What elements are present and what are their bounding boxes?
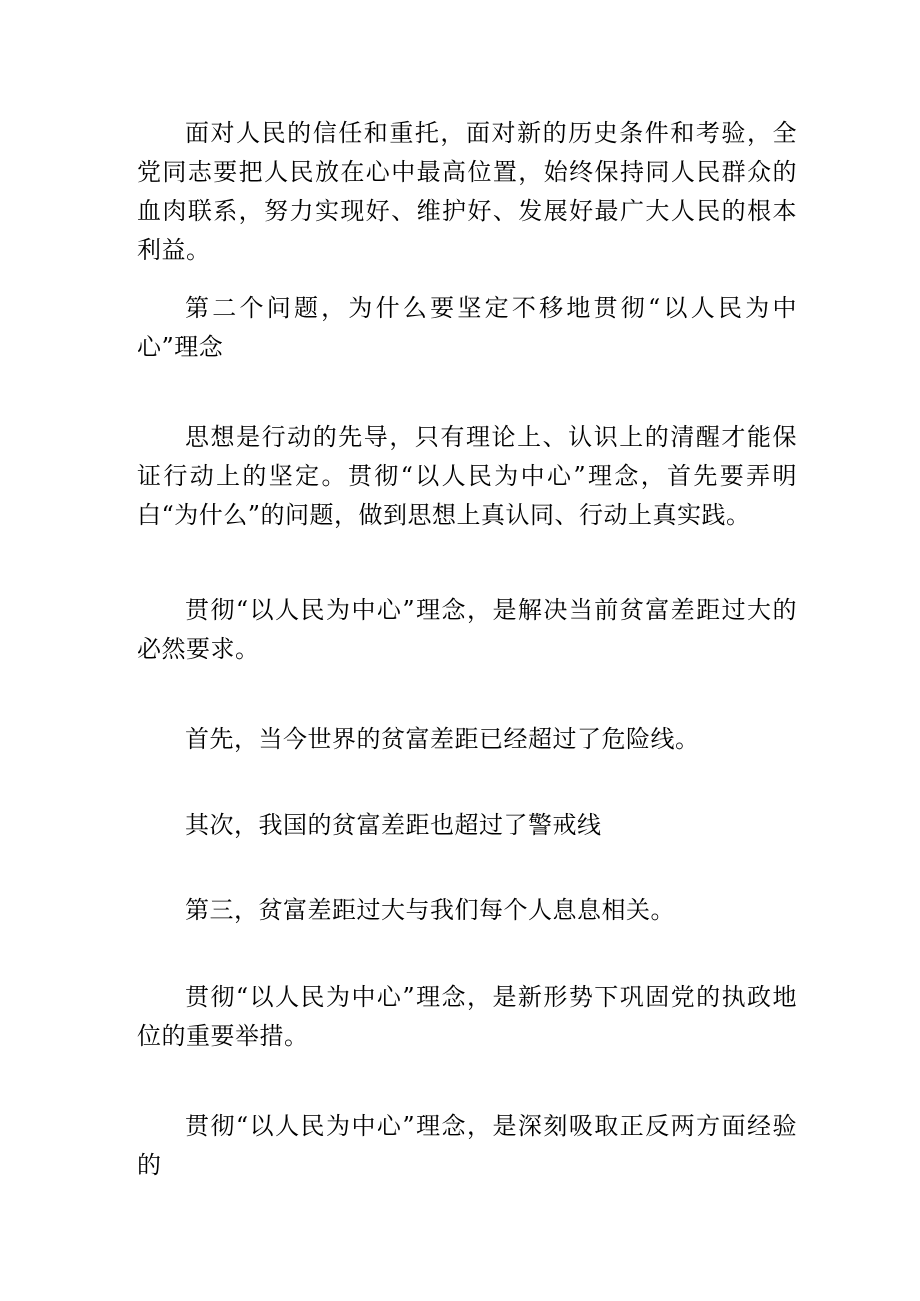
paragraph-lessons-learned: 贯彻“以人民为中心”理念，是深刻吸取正反两方面经验的 — [137, 1112, 797, 1179]
paragraph-second-point: 其次，我国的贫富差距也超过了警戒线 — [185, 811, 602, 839]
paragraph-wealth-gap-requirement: 贯彻“以人民为中心”理念，是解决当前贫富差距过大的必然要求。 — [137, 596, 797, 663]
paragraph-first-point: 首先，当今世界的贫富差距已经超过了危险线。 — [185, 725, 700, 753]
paragraph-consolidate-ruling-position: 贯彻“以人民为中心”理念，是新形势下巩固党的执政地位的重要举措。 — [137, 983, 797, 1050]
paragraph-second-question-heading: 第二个问题，为什么要坚定不移地贯彻“以人民为中心”理念 — [137, 294, 797, 361]
paragraph-third-point: 第三，贫富差距过大与我们每个人息息相关。 — [185, 896, 675, 924]
paragraph-thought-guides-action: 思想是行动的先导，只有理论上、认识上的清醒才能保证行动上的坚定。贯彻“以人民为中心”理念，首先要弄明白“为什么”的问题，做到思想上真认同、行动上真实践。 — [137, 423, 797, 529]
paragraph-trust-and-entrustment: 面对人民的信任和重托，面对新的历史条件和考验，全党同志要把人民放在心中最高位置，始终保持同人民群众的血肉联系，努力实现好、维护好、发展好最广大人民的根本利益。 — [137, 119, 797, 264]
